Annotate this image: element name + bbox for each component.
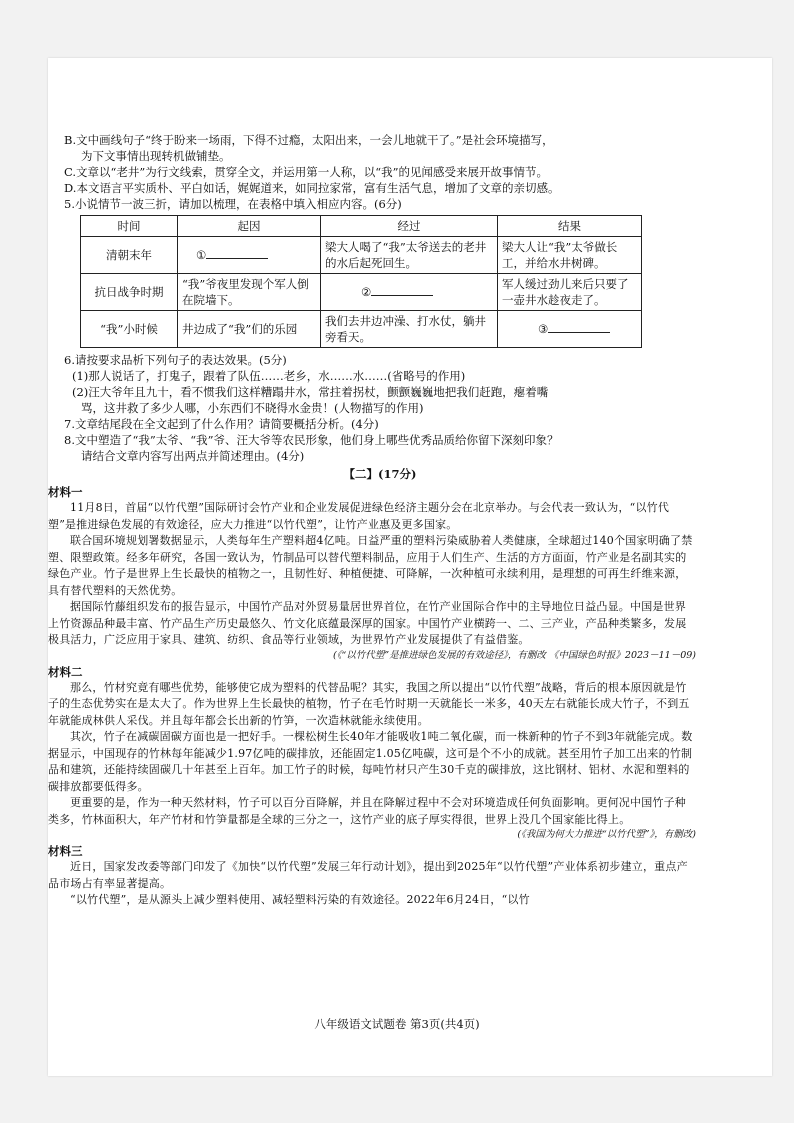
cell-cause: “我”爷夜里发现个军人倒在院墙下。 [178,274,321,311]
option-b: B.文中画线句子“终于盼来一场雨，下得不过瘾，太阳出来，一会儿地就干了。”是社会环境描写， [64,133,554,147]
material-2-para: 其次，竹子在减碳固碳方面也是一把好手。一棵松树生长40年才能吸收1吨二氧化碳，而一株新种的竹子不到3年就能完成。数据显示，中国现存的竹林每年能减少1.97亿吨的碳排放，还能固定1.05亿吨碳，这可是个不小的成就。甚至用竹子加工出来的竹制品和建筑，还能持续固碳几十年甚至上百年。加工竹子的时候，每吨竹材只产生30千克的碳排放，这比钢材、铝材、水泥和塑料的碳排放都要低得多。 [48,730,693,793]
option-c: C.文章以“老井”为行文线索，贯穿全文，并运用第一人称，以“我”的见闻感受来展开故事情节。 [64,165,549,179]
exam-content [48,132,696,909]
header-time: 时间 [81,216,178,237]
cell-time: 抗日战争时期 [81,274,178,311]
header-cause: 起因 [178,216,321,237]
material-3-heading: 材料三 [48,844,83,858]
cell-cause[interactable]: ① [178,237,321,274]
cell-process: 梁大人喝了“我”太爷送去的老井的水后起死回生。 [321,237,498,274]
table-row [81,237,642,274]
option-b-cont: 为下文事情出现转机做铺垫。 [81,149,231,163]
header-result: 结果 [498,216,642,237]
cell-result[interactable]: ③ [498,311,642,348]
material-1-source: (《“以竹代塑”是推进绿色发展的有效途径》，有删改 《中国绿色时报》2023－11－09) [332,649,696,661]
table-row [81,274,642,311]
question-7: 7.文章结尾段在全文起到了什么作用？请简要概括分析。(4分) [64,417,379,431]
page-footer: 八年级语文试题卷 第3页(共4页) [314,1017,480,1031]
question-6: 6.请按要求品析下列句子的表达效果。(5分) [64,353,287,367]
material-2-para: 那么，竹材究竟有哪些优势，能够使它成为塑料的代替品呢？其实，我国之所以提出“以竹代塑”战略，背后的根本原因就是竹子的生态优势实在是太大了。作为世界上生长最快的植物，竹子在毛竹时期一天就能长一米多，40天左右就能长成大竹子，不到五年就能成林供人采伐。并且每年都会长出新的竹笋，一次造林就能永续使用。 [48,680,690,727]
table-header-row [81,216,642,237]
cell-cause: 井边成了“我”们的乐园 [178,311,321,348]
cell-time: “我”小时候 [81,311,178,348]
section-title: 【二】(17分) [343,467,417,481]
material-1-para: 联合国环境规划署数据显示，人类每年生产塑料超4亿吨。日益严重的塑料污染威胁着人类健康，全球超过140个国家明确了禁塑、限塑政策。经多年研究，各国一致认为，竹制品可以替代塑料制品，应用于人们生产、生活的方方面面，竹产业是名副其实的绿色产业。竹子是世界上生长最快的植物之一，且韧性好、种植便捷、可降解，一次种植可永续利用，是理想的可再生纤维来源，具有替代塑料的天然优势。 [48,534,693,597]
material-1-para: 据国际竹藤组织发布的报告显示，中国竹产品对外贸易量居世界首位，在竹产业国际合作中的主导地位日益凸显。中国是世界上竹资源品种最丰富、竹产品生产历史最悠久、竹文化底蕴最深厚的国家。中国竹产业横跨一、二、三产业，产品种类繁多，发展极具活力，广泛应用于家具、建筑、纺织、食品等行业领域，为世界竹产业发展提供了有益借鉴。 [48,600,687,646]
question-5: 5.小说情节一波三折，请加以梳理，在表格中填入相应内容。(6分) [64,197,402,211]
question-8: 8.文中塑造了“我”太爷、“我”爷、汪大爷等农民形象，他们身上哪些优秀品质给你留下深刻印象？ [64,433,559,447]
cell-time: 清朝末年 [81,237,178,274]
table-row [81,311,642,348]
question-8-cont: 请结合文章内容写出两点并简述理由。(4分) [81,449,305,463]
material-1-heading: 材料一 [48,485,83,499]
material-2-para: 更重要的是，作为一种天然材料，竹子可以百分百降解，并且在降解过程中不会对环境造成任何负面影响。更何况中国竹子种类多，竹林面积大，年产竹材和竹笋量都是全球的三分之一，这竹产业的底子厚实得很，世界上没几个国家能比得上。 [48,796,686,826]
cell-process[interactable]: ② [321,274,498,311]
header-process: 经过 [321,216,498,237]
material-2-heading: 材料二 [48,664,83,679]
plot-table [80,215,642,348]
option-d: D.本文语言平实质朴、平白如话，娓娓道来，如同拉家常，富有生活气息，增加了文章的亲切感。 [64,181,560,195]
cell-result: 军人缓过劲儿来后只要了一壶井水趁夜走了。 [498,274,642,311]
material-3-para: “以竹代塑”，是从源头上减少塑料使用、减轻塑料污染的有效途径。2022年6月24日，“以竹 [70,893,530,906]
material-3-para: 近日，国家发改委等部门印发了《加快“以竹代塑”发展三年行动计划》，提出到2025年“以竹代塑”产业体系初步建立，重点产品市场占有率显著提高。 [48,860,688,890]
question-6-1: (1)那人说话了，打鬼子，跟着了队伍……老乡，水……水……(省略号的作用) [72,369,466,383]
cell-result: 梁大人让“我”太爷做长工，并给水井树碑。 [498,237,642,274]
material-2-source: (《我国为何大力推进“以竹代塑”》，有删改) [517,829,696,840]
question-6-2-cont: 骂，这井救了多少人哪，小东西们不晓得水金贵！(人物描写的作用) [81,401,424,415]
cell-process: 我们去井边冲澡、打水仗，躺井旁看天。 [321,311,498,348]
question-6-2: (2)汪大爷年且九十，看不惯我们这样糟蹋井水，常拄着拐杖，颤颤巍巍地把我们赶跑，瘪着嘴 [72,385,549,399]
material-1-para: 11月8日，首届“以竹代塑”国际研讨会竹产业和企业发展促进绿色经济主题分会在北京举办。与会代表一致认为，“以竹代塑”是推进绿色发展的有效途径，应大力推进“以竹代塑”，让竹产业惠及更多国家。 [48,501,670,531]
materials [48,484,696,909]
